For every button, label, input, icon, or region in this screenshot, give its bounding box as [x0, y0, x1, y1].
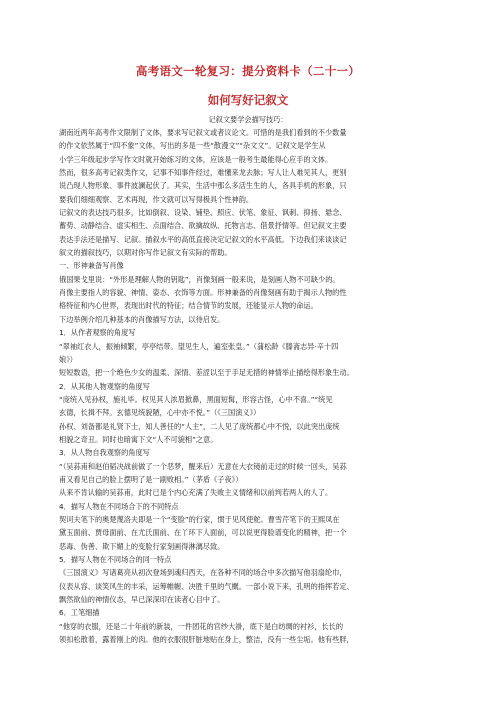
body-line: 俄国果戈里说：“外形是理解人物的钥匙”，肖像刻画一般来说，是刻画人物不可缺少的。: [59, 274, 340, 284]
body-line: 然而，很多高考记叙类作文，记事不知事件经过，难懂来龙去脉；写人让人难见其人，更别: [59, 168, 347, 178]
body-line: 仪表从容、谈笑风生的丰采，运筹帷幄、决胜千里的气概。一部小说下来，孔明的指挥若定、: [59, 581, 354, 591]
body-line: 说凸现人物形象、事件波澜起伏了。其实，生活中那么多活生生的人，各具手机的形象，只: [59, 181, 347, 191]
body-line: 1．从作者观察的角度写: [59, 328, 136, 338]
body-line: 格特征和内心世界，表现出时代的特征；结合情节的发展，还能显示人物的命运。: [59, 301, 318, 311]
body-line: 要我们细细观察、艺术再现，作文就可以写得极具个性神韵。: [59, 194, 254, 204]
body-line: 甫又看见自己的脸上摆明了是一副败相。”（茅盾《子夜》）: [59, 474, 243, 484]
body-line: 肖像主要指人的容貌、神情、姿态、衣饰等方面。形神兼备的肖像刻画有助于揭示人物的性: [59, 288, 347, 298]
body-line: 孙权、刘备都是礼贤下士，知人善任的“人主”，二人见了庞统都心中不悦，以此突出庞统: [59, 421, 340, 431]
body-line: “庞统入见孙权，施礼毕。权见其人浓眉掀鼻，黑面短髯，形容古怪，心中不喜。”“统见: [59, 394, 333, 404]
body-line: 一、形神兼备写肖像: [59, 261, 124, 271]
body-line: 小学三年级起步学写作文时就开始练习的文体，应该是一般考生最能得心应手的文体。: [59, 154, 333, 164]
body-line: 湖南近两年高考作文限制了文体，要求写记叙文或者议论文。可惜的是我们看到的不少数量: [59, 128, 347, 137]
body-line: 领扣松散着，露着刚上的肉。他的衣服很肝脏地贴在身上，整洁，没有一些尘垢。他有些胖，: [59, 635, 354, 645]
body-line: 短短数语，把一个绝色少女的温柔、深情、差涩以至于手足无措的神情举止描绘得形象生动。: [59, 368, 354, 378]
body-line: 相貌之奇丑。同时也暗寓下文“人不可貌相”之意。: [59, 434, 218, 444]
body-line: 记叙文的表达技巧很多，比如倒叙、设染、铺垫、照应、伏笔、象征、讽刺、抑扬、悬念、: [59, 208, 347, 218]
body-line: 4．描写人物在不同场合下的不同特点: [59, 501, 179, 511]
document-subtitle: 如何写好记叙文: [207, 93, 289, 107]
lead-line: 记叙文要学会描写技巧：: [208, 115, 288, 124]
body-line: 契诃夫笔下的奥楚蔑洛夫即是一个“变脸”的行家，惯于见风使舵。曹雪芹笔下的王熙凤在: [59, 514, 340, 524]
body-line: 恶毒、伪善、欺下媚上的变脸行家刻画得淋漓尽致。: [59, 541, 225, 551]
document-body: [59, 126, 439, 646]
body-line: “他穿的衣服，还是二十年前的新装，一件团花的官纱大褂，底下是白纺绸的衬衫，长长的: [59, 621, 344, 631]
body-line: “翠袖红衣人，振袖倾繁，亭亭结带。望见生人，遍室张皇。”（蒲松龄《滕斋志异·辛十四: [59, 341, 339, 351]
body-line: 蓄势、动静结合、虚实相生、点面结合、欲擒故纵、托物言志、借景抒情等。但记叙文主要: [59, 221, 347, 231]
body-line: 的作文依然属于“四不象”文体，写出的多是一些“散漫文”“杂文文”。记叙文是学生从: [59, 141, 326, 151]
body-line: 下边举例介绍几种基本的肖像描写方法，以待启发。: [59, 314, 225, 324]
body-line: 叙文的描叙技巧，以期对你写作记叙文有实际的帮助。: [59, 248, 232, 258]
body-line: 2．从其他人物观察的角度写: [59, 381, 150, 391]
body-line: “（吴荪甫和赵伯韬决战前做了一个恶梦，醒来后）无意在大衣镜前走过的时候一回头，吴荪: [59, 461, 347, 471]
body-line: 飘然欲仙的神情仪态，早已深深印在读者心目中了。: [59, 595, 225, 605]
body-line: 5．描写人物在不同场合的同一特点: [59, 555, 172, 564]
body-line: 从来不肯认输的吴荪甫，此时已是个内心充满了失败主义情绪和以前判若两人的人了。: [59, 488, 333, 498]
body-line: 3．从人物自我观察的角度写: [59, 448, 150, 458]
body-line: 《三国演义》写诸葛亮从初次登场到魂归西天，在各种不同的场合中多次描写他羽扇纶巾，: [59, 568, 347, 578]
body-line: 娘》）: [59, 354, 77, 364]
document-title: 高考语文一轮复习：提分资料卡（二十一）: [135, 64, 361, 78]
body-line: 玄德，长揖不拜。玄德见统貌陋，心中亦不悦。”（《三国演义》）: [59, 408, 261, 418]
body-line: 表达手法还是描写、记叙。描叙水平的高低直接决定记叙文的水平高低。下边我们来谈谈记: [59, 234, 347, 244]
body-line: 6．工笔细描: [59, 608, 100, 618]
body-line: 黛玉面前、贾母面前、在尤氏面前、在丫环下人面前，可以说更得脸谱变化的精神，把一个: [59, 528, 347, 538]
